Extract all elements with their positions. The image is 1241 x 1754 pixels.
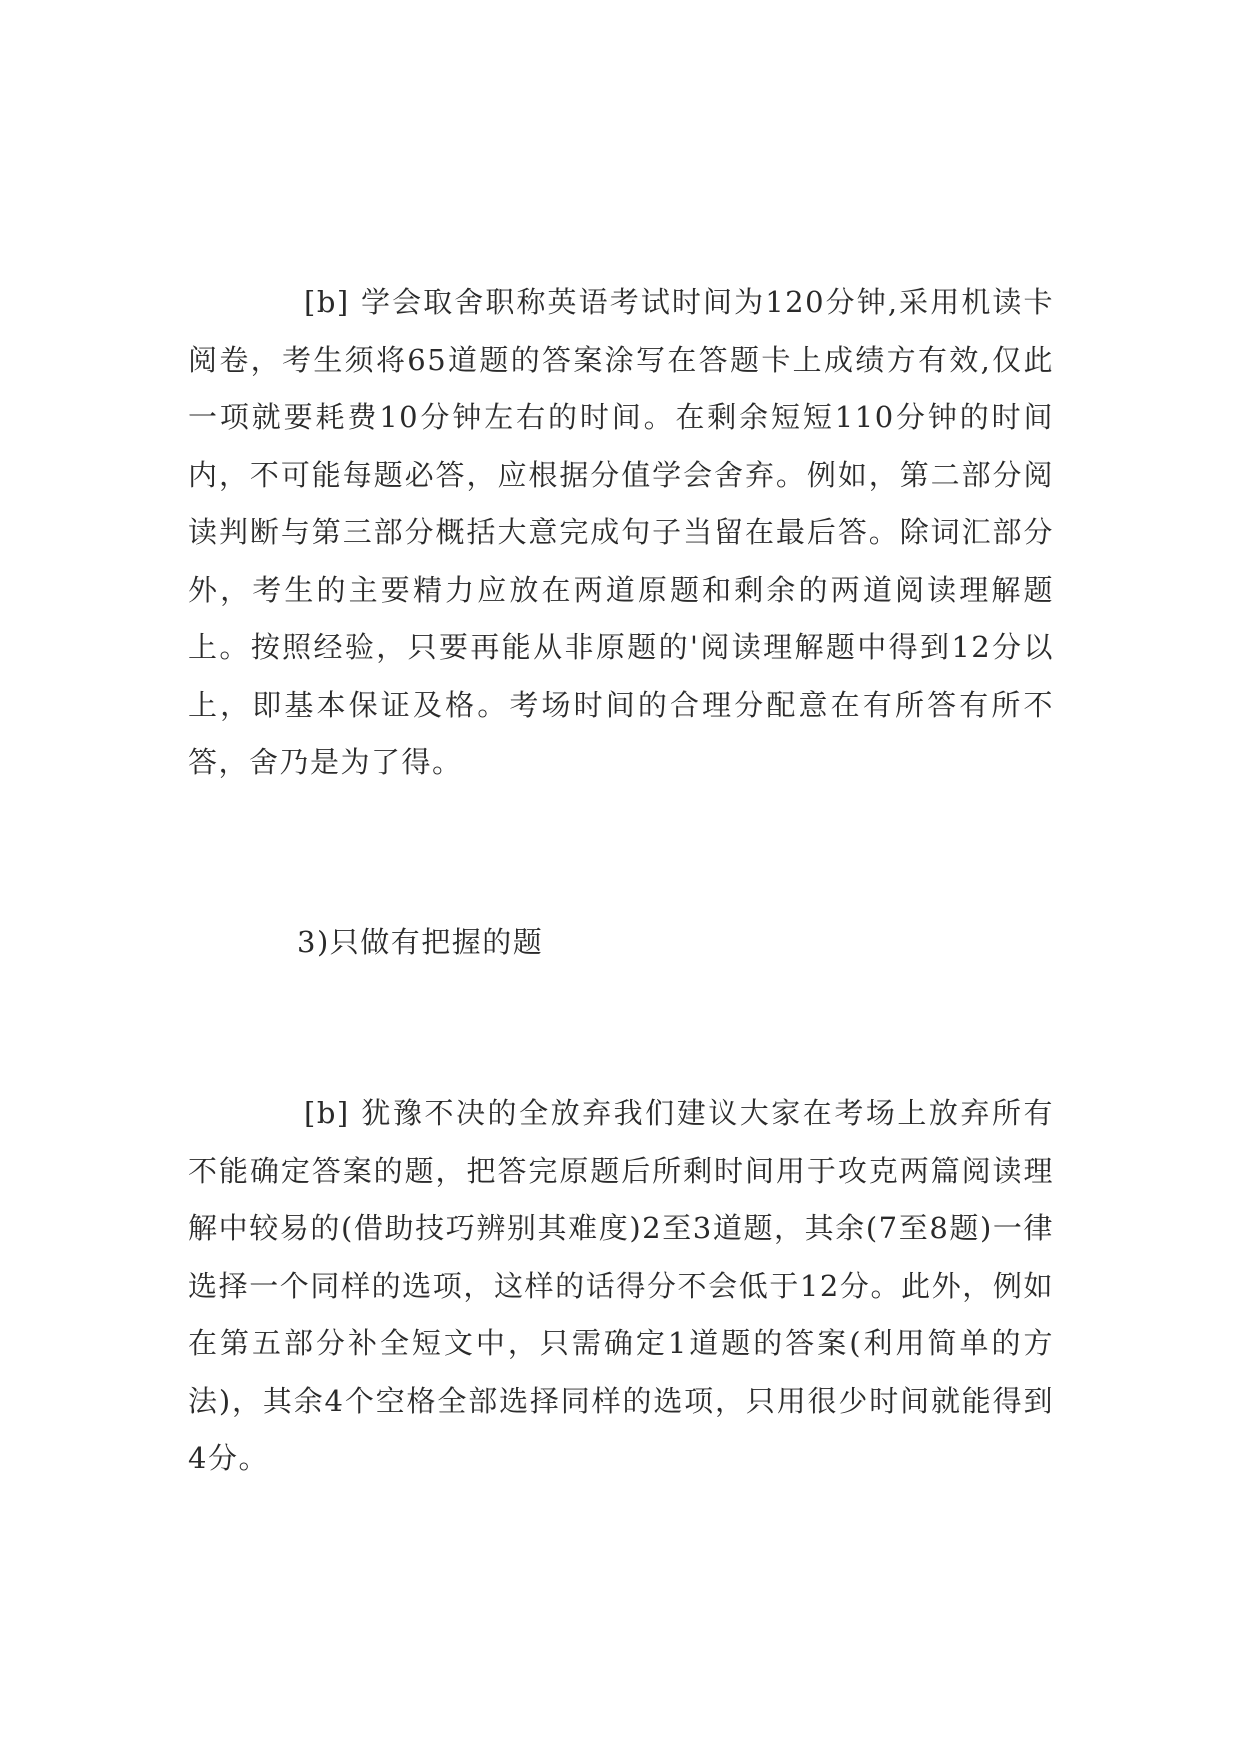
paragraph-1: [b] 学会取舍职称英语考试时间为120分钟,采用机读卡阅卷，考生须将65道题的答案涂写在答题卡上成绩方有效,仅此一项就要耗费10分钟左右的时间。在剩余短短110分钟的时间内，不可能每题必答，应根据分值学会舍弃。例如，第二部分阅读判断与第三部分概括大意完成句子当留在最后答。除词汇部分外，考生的主要精力应放在两道原题和剩余的两道阅读理解题上。按照经验，只要再能从非原题的'阅读理解题中得到12分以上，即基本保证及格。考场时间的合理分配意在有所答有所不答，舍乃是为了得。 [188,285,1054,779]
paragraph-2: [b] 犹豫不决的全放弃我们建议大家在考场上放弃所有不能确定答案的题，把答完原题后所剩时间用于攻克两篇阅读理解中较易的(借助技巧辨别其难度)2至3道题，其余(7至8题)一律选择一个同样的选项，这样的话得分不会低于12分。此外，例如在第五部分补全短文中，只需确定1道题的答案(利用简单的方法)，其余4个空格全部选择同样的选项，只用很少时间就能得到4分。 [188,1096,1054,1475]
section-heading: 3)只做有把握的题 [297,925,544,959]
